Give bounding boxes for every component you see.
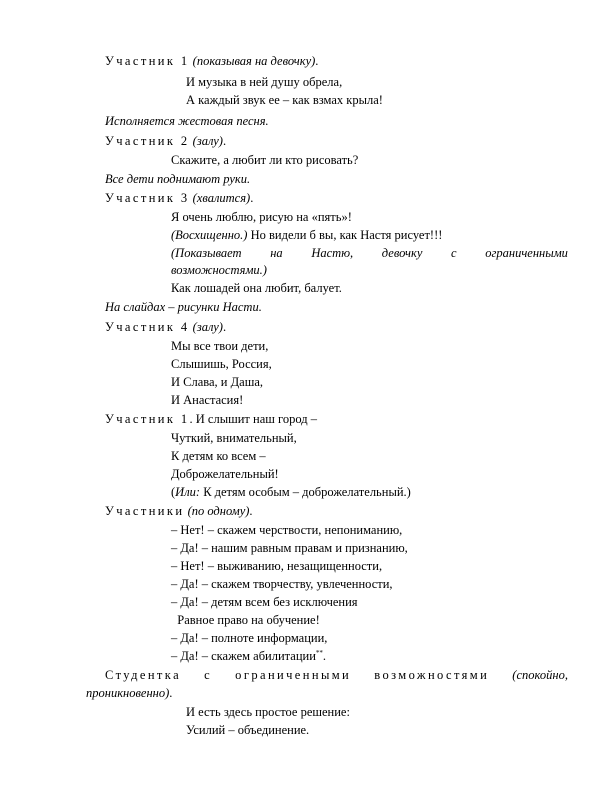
stage-direction: (спокойно,: [512, 668, 568, 682]
footnote-mark: **: [315, 648, 323, 657]
verse-line: Слышишь, Россия,: [171, 357, 272, 371]
stage-direction: (хвалится): [192, 191, 251, 205]
speaker-line-justified: Студентка с ограниченными возможностями (спокойно,: [105, 668, 568, 682]
verse-line: И Слава, и Даша,: [171, 375, 263, 389]
verse-line: – Да! – нашим равным правам и признанию,: [171, 541, 408, 555]
speaker-name: Участник 1: [105, 412, 190, 426]
speaker-name: Участник 1: [105, 54, 190, 68]
stage-direction: На слайдах – рисунки Насти.: [105, 300, 262, 314]
stage-direction: (показывая на девочку): [192, 54, 316, 68]
speaker-name: Участник 3: [105, 191, 190, 205]
speaker-line: Участник 3 (хвалится).: [105, 191, 254, 205]
verse-line: – Да! – полноте информации,: [171, 631, 328, 645]
stage-direction: (по одному): [187, 504, 250, 518]
stage-direction: возможностями.): [171, 263, 267, 277]
speaker-name: Участники: [105, 504, 185, 518]
verse-line: И Анастасия!: [171, 393, 244, 407]
speaker-line: Участники (по одному).: [105, 504, 253, 518]
verse-line: Как лошадей она любит, балует.: [171, 281, 342, 295]
speaker-name: Участник 2: [105, 134, 190, 148]
stage-direction: Все дети поднимают руки.: [105, 172, 251, 186]
speaker-line: Участник 1. И слышит наш город –: [105, 412, 317, 426]
verse-line: (Или: К детям особым – доброжелательный.): [171, 485, 411, 499]
stage-direction-justified: (Показывает на Настю, девочку с ограниченными: [171, 246, 568, 260]
verse-line: Равное право на обучение!: [171, 613, 320, 627]
verse-line: А каждый звук ее – как взмах крыла!: [186, 93, 383, 107]
verse-line: И музыка в ней душу обрела,: [186, 75, 343, 89]
verse-line: Усилий – объединение.: [186, 723, 310, 737]
verse-line: К детям ко всем –: [171, 449, 266, 463]
verse-line: Скажите, а любит ли кто рисовать?: [171, 153, 359, 167]
verse-line: – Да! – скажем абилитации**.: [171, 648, 327, 663]
verse-line: – Нет! – скажем черствости, непониманию,: [171, 523, 403, 537]
verse-line: – Да! – скажем творчеству, увлеченности,: [171, 577, 393, 591]
stage-direction: (Восхищенно.): [171, 228, 248, 242]
stage-direction: (залу): [192, 134, 223, 148]
speaker-line: Участник 4 (залу).: [105, 320, 227, 334]
speaker-name: Студентка: [105, 668, 182, 682]
verse-line: Мы все твои дети,: [171, 339, 269, 353]
speaker-name: Участник 4: [105, 320, 190, 334]
verse-line: Я очень люблю, рисую на «пять»!: [171, 210, 352, 224]
stage-direction: проникновенно).: [86, 686, 173, 700]
verse-line: И есть здесь простое решение:: [186, 705, 350, 719]
speaker-line: Участник 1 (показывая на девочку).: [105, 54, 319, 68]
stage-direction: (залу): [192, 320, 223, 334]
stage-direction: Исполняется жестовая песня.: [105, 114, 269, 128]
verse-line: Доброжелательный!: [171, 467, 279, 481]
speaker-line: Участник 2 (залу).: [105, 134, 227, 148]
alt-label: Или:: [175, 485, 201, 499]
verse-line: Чуткий, внимательный,: [171, 431, 297, 445]
verse-line: (Восхищенно.) Но видели б вы, как Настя рисует!!!: [171, 228, 443, 242]
verse-line: – Нет! – выживанию, незащищенности,: [171, 559, 383, 573]
verse-line: – Да! – детям всем без исключения: [171, 595, 358, 609]
